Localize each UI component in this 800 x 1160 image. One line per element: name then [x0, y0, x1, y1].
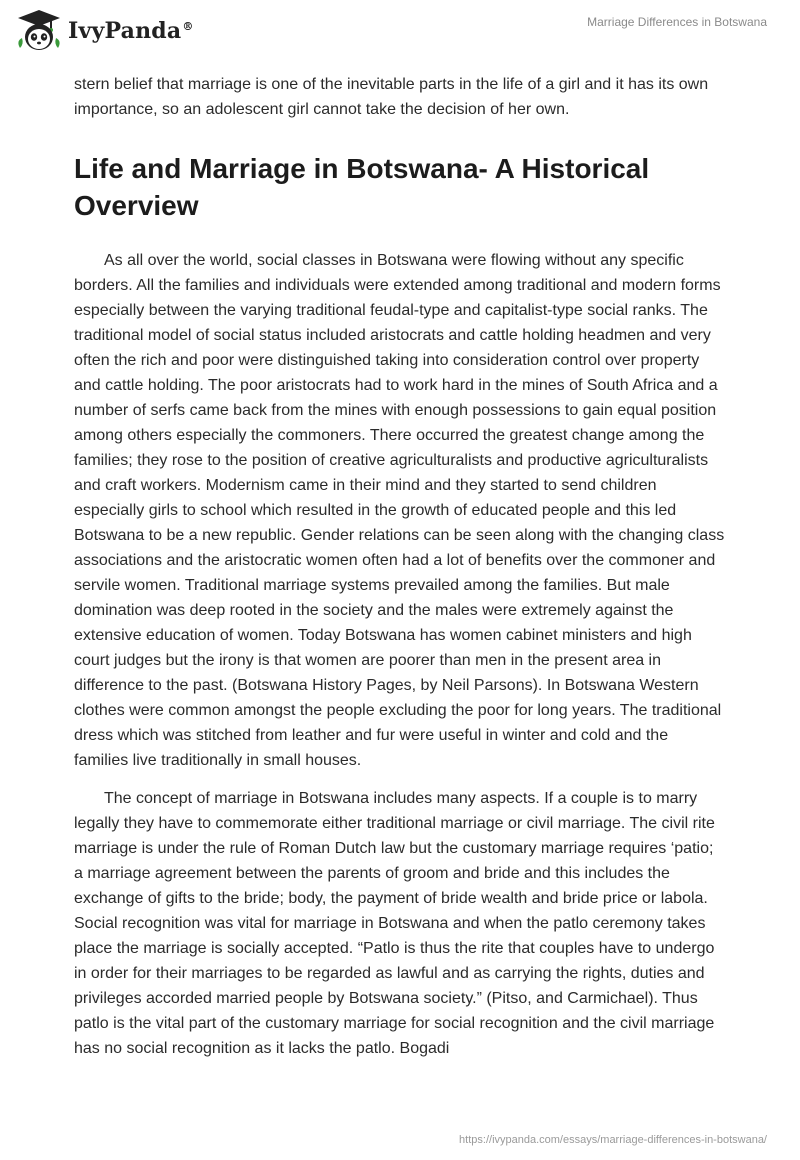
ivypanda-logo[interactable] — [14, 8, 194, 54]
section-heading: Life and Marriage in Botswana- A Historical Overview — [74, 153, 650, 221]
paragraph-gap — [74, 773, 726, 786]
logo-text: IvyPanda — [68, 18, 182, 44]
body-paragraph-1: As all over the world, social classes in Botswana were flowing without any specific borders. All the families and individuals were extended among traditional and modern forms especially between the varying traditional feudal-type and capitalist-type social ranks. The traditional model of social status included aristocrats and cattle holding headmen and very often the rich and poor were distinguished taking into consideration control over property and cattle holding. The poor aristocrats had to work hard in the mines of South Africa and a number of serfs came back from the mines with enough possessions to gain equal position among others especially the commoners. There occurred the greatest change among the families; they rose to the position of creative agriculturalists and productive agriculturalists and craft workers. Modernism came in their mind and they started to send children especially girls to school which resulted in the growth of educated people and this led Botswana to be a new republic. Gender relations can be seen along with the changing class associations and the aristocratic women often had a lot of benefits over the commoner and servile women. Traditional marriage systems prevailed among the families. But male domination was deep rooted in the society and the males were extremely against the extensive education of women. Today Botswana has women cabinet ministers and high court judges but the irony is that women are poorer than men in the present area in difference to the past. (Botswana History Pages, by Neil Parsons). In Botswana Western clothes were common amongst the people excluding the poor for long years. The traditional dress which was stitched from leather and fur were useful in winter and cold and the families live traditionally in small houses. — [74, 252, 725, 769]
essay-content — [74, 72, 726, 1061]
registered-mark: ® — [182, 19, 194, 33]
page-header — [0, 0, 800, 62]
body-paragraph-2: The concept of marriage in Botswana includes many aspects. If a couple is to marry legally they have to commemorate either traditional marriage or civil marriage. The civil rite marriage is under the rule of Roman Dutch law but the customary marriage requires ‘patio; a marriage agreement between the parents of groom and bride and this includes the exchange of gifts to the bride; body, the payment of bride wealth and bride price or labola. Social recognition was vital for marriage in Botswana and when the patlo ceremony takes place the marriage is socially accepted. “Patlo is thus the rite that couples have to undergo in order for their marriages to be regarded as lawful and as carrying the rights, duties and privileges accorded married people by Botswana society.” (Pitso, and Carmichael). Thus patlo is the vital part of the customary marriage for social recognition and the civil marriage has no social recognition as it lacks the patlo. Bogadi — [74, 790, 715, 1057]
intro-paragraph: stern belief that marriage is one of the inevitable parts in the life of a girl and it has its own importance, so an adolescent girl cannot take the decision of her own. — [74, 76, 709, 118]
logo-wordmark — [68, 18, 194, 44]
source-url[interactable]: https://ivypanda.com/essays/marriage-differences-in-botswana/ — [459, 1134, 767, 1146]
document-title: Marriage Differences in Botswana — [587, 15, 767, 29]
panda-logo-icon — [14, 8, 64, 54]
